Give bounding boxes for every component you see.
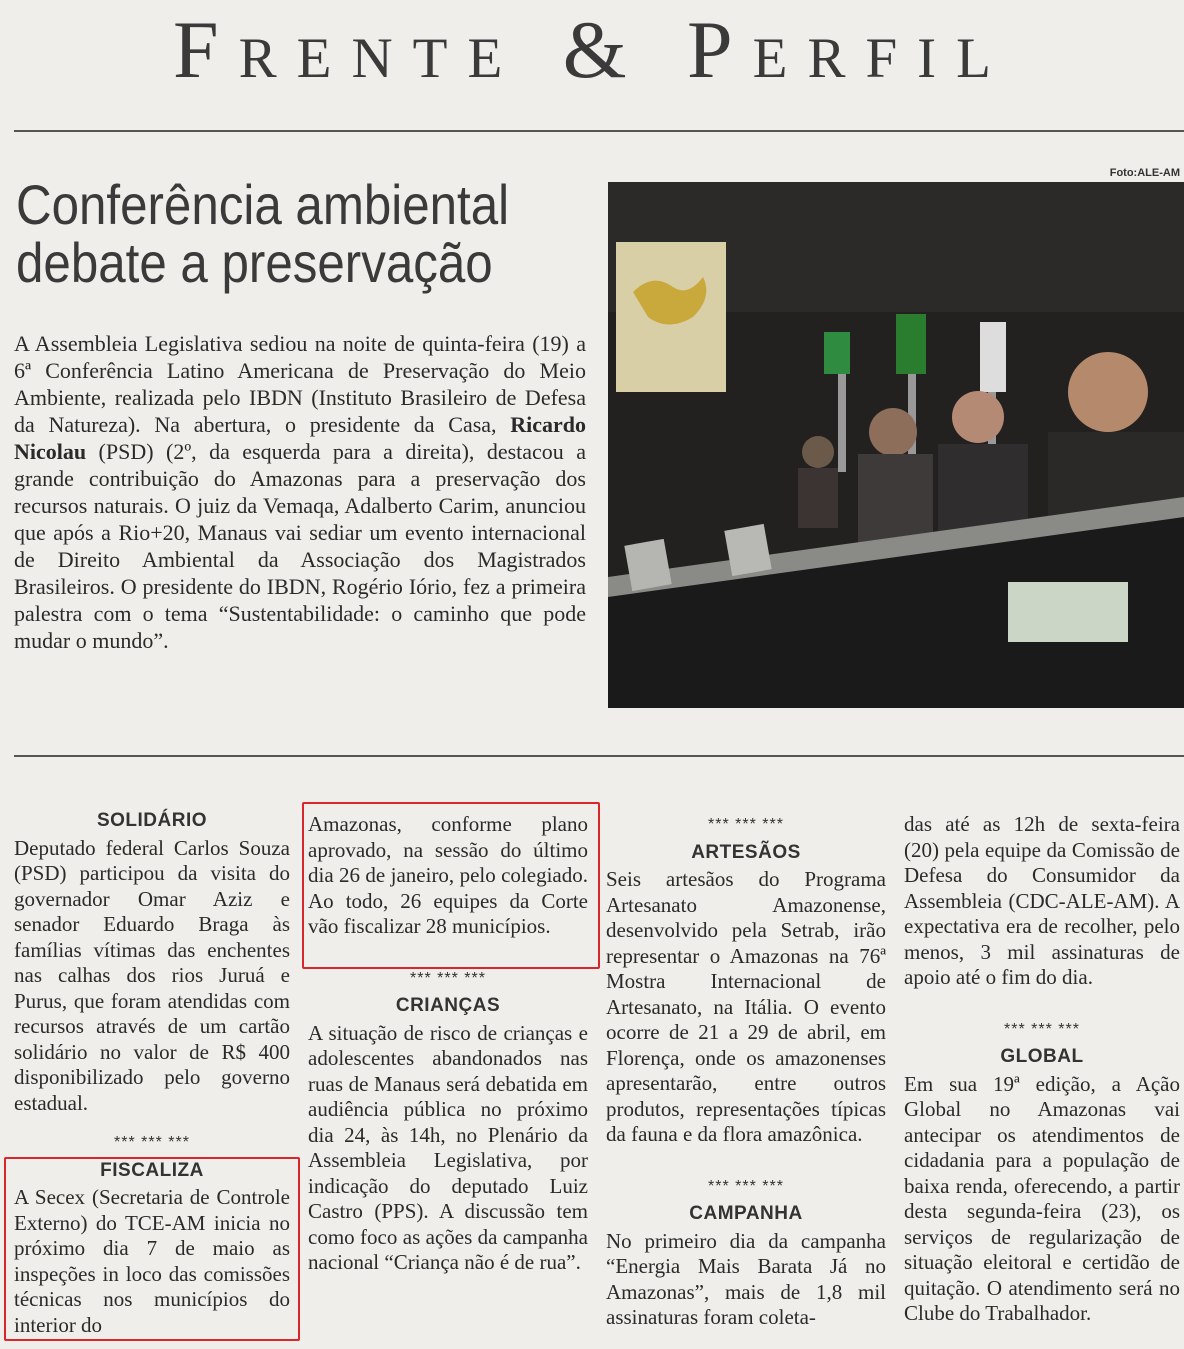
- article-lead: A Assembleia Legislativa sediou na noite de quinta-feira (19) a 6ª Conferência Latino Americana de Preservação do Meio Ambiente, realizada pelo IBDN (Instituto Brasileiro de Defesa da Natureza). Na abertura, o presidente da Casa, Ricardo Nicolau (PSD) (2º, da esquerda para a direita), destacou a grande contribuição do Amazonas para a preservação dos recursos naturais. O juiz da Vemaqa, Adalberto Carim, anunciou que após a Rio+20, Manaus vai sediar um evento internacional de Direito Ambiental da Associação dos Magistrados Brasileiros. O presidente do IBDN, Rogério Iório, fez a primeira palestra com o tema “Sustentabilidade: o caminho que pode mudar o mundo”.: [14, 331, 586, 653]
- note-title-campanha: CAMPANHA: [689, 1203, 803, 1224]
- note-separator: *** *** ***: [1004, 1020, 1080, 1038]
- note-separator: *** *** ***: [708, 1177, 784, 1195]
- masthead-title: Frente & Perfil: [173, 4, 1011, 95]
- note-text-fiscaliza: A Secex (Secretaria de Controle Externo) do TCE-AM inicia no próximo dia 7 de maio as inspeções in loco das comissões técnicas nos municípios do interior do: [14, 1185, 290, 1337]
- note-text-solidario: Deputado federal Carlos Souza (PSD) participou da visita do governador Omar Aziz e senador Eduardo Braga às famílias vítimas das enchentes nas calhas dos rios Juruá e Purus, que foram atendidas com recursos através de um cartão solidário no valor de R$ 400 disponibilizado pelo governo estadual.: [14, 835, 290, 1115]
- note-separator: *** *** ***: [114, 1134, 190, 1151]
- note-title-fiscaliza: FISCALIZA: [100, 1159, 204, 1181]
- note-separator: *** *** ***: [410, 969, 486, 987]
- note-text-artesaos: Seis artesãos do Programa Artesanato Amazonense, desenvolvido pela Setrab, irão representar o Amazonas na 76ª Mostra Internacional de Artesanato, na Itália. O evento ocorre de 21 a 29 de abril, em Florença, onde os amazonenses apresentarão, entre outros produtos, representações típicas da fauna e da flora amazônica.: [606, 867, 886, 1146]
- column-3: [606, 812, 886, 1331]
- masthead-rule: [14, 130, 1184, 132]
- conference-photo: [608, 182, 1184, 708]
- article-headline: Conferência ambiental debate a preservação: [16, 173, 510, 294]
- highlight-box-fiscaliza: [4, 1157, 300, 1341]
- note-title-criancas: CRIANÇAS: [395, 995, 501, 1016]
- section-divider: [14, 755, 1184, 757]
- note-title-artesaos: ARTESÃOS: [691, 841, 801, 863]
- photo-credit: Foto:ALE-AM: [1109, 167, 1180, 179]
- note-separator: *** *** ***: [708, 816, 784, 833]
- note-text-campanha-continued: das até as 12h de sexta-feira (20) pela equipe da Comissão de Defesa do Consumidor da Assembleia (CDC-ALE-AM). A expectativa era de recolher, pelo menos, 3 mil assinaturas de apoio até o fim do dia.: [904, 812, 1180, 989]
- note-text-criancas: A situação de risco de crianças e adolescentes abandonados nas ruas de Manaus será debatida em audiência pública no próximo dia 24, às 14h, no Plenário da Assembleia Legislativa, por indicação do deputado Luiz Castro (PPS). A discussão tem como foco as ações da campanha nacional “Criança não é de rua”.: [308, 1020, 588, 1274]
- note-title-solidario: SOLIDÁRIO: [96, 810, 208, 831]
- highlight-box-fiscaliza-continued: [302, 802, 600, 969]
- note-text-global: Em sua 19ª edição, a Ação Global no Amazonas vai antecipar os atendimentos de cidadania para a população de baixa renda, oferecendo, a partir desta segunda-feira (23), os serviços de regularização de situação eleitoral e certidão de quitação. O atendimento será no Clube do Trabalhador.: [904, 1071, 1180, 1325]
- highlighted-name: Ricardo Nicolau: [14, 412, 586, 464]
- note-title-global: GLOBAL: [1000, 1046, 1084, 1067]
- note-text-campanha: No primeiro dia da campanha “Energia Mais Barata Já no Amazonas”, mais de 1,8 mil assinaturas foram coleta-: [606, 1228, 886, 1329]
- column-4: [904, 812, 1180, 1327]
- note-text-fiscaliza-continued: Amazonas, conforme plano aprovado, na sessão do último dia 26 de janeiro, pelo colegiado. Ao todo, 26 equipes da Corte vão fiscalizar 28 municípios.: [308, 812, 588, 938]
